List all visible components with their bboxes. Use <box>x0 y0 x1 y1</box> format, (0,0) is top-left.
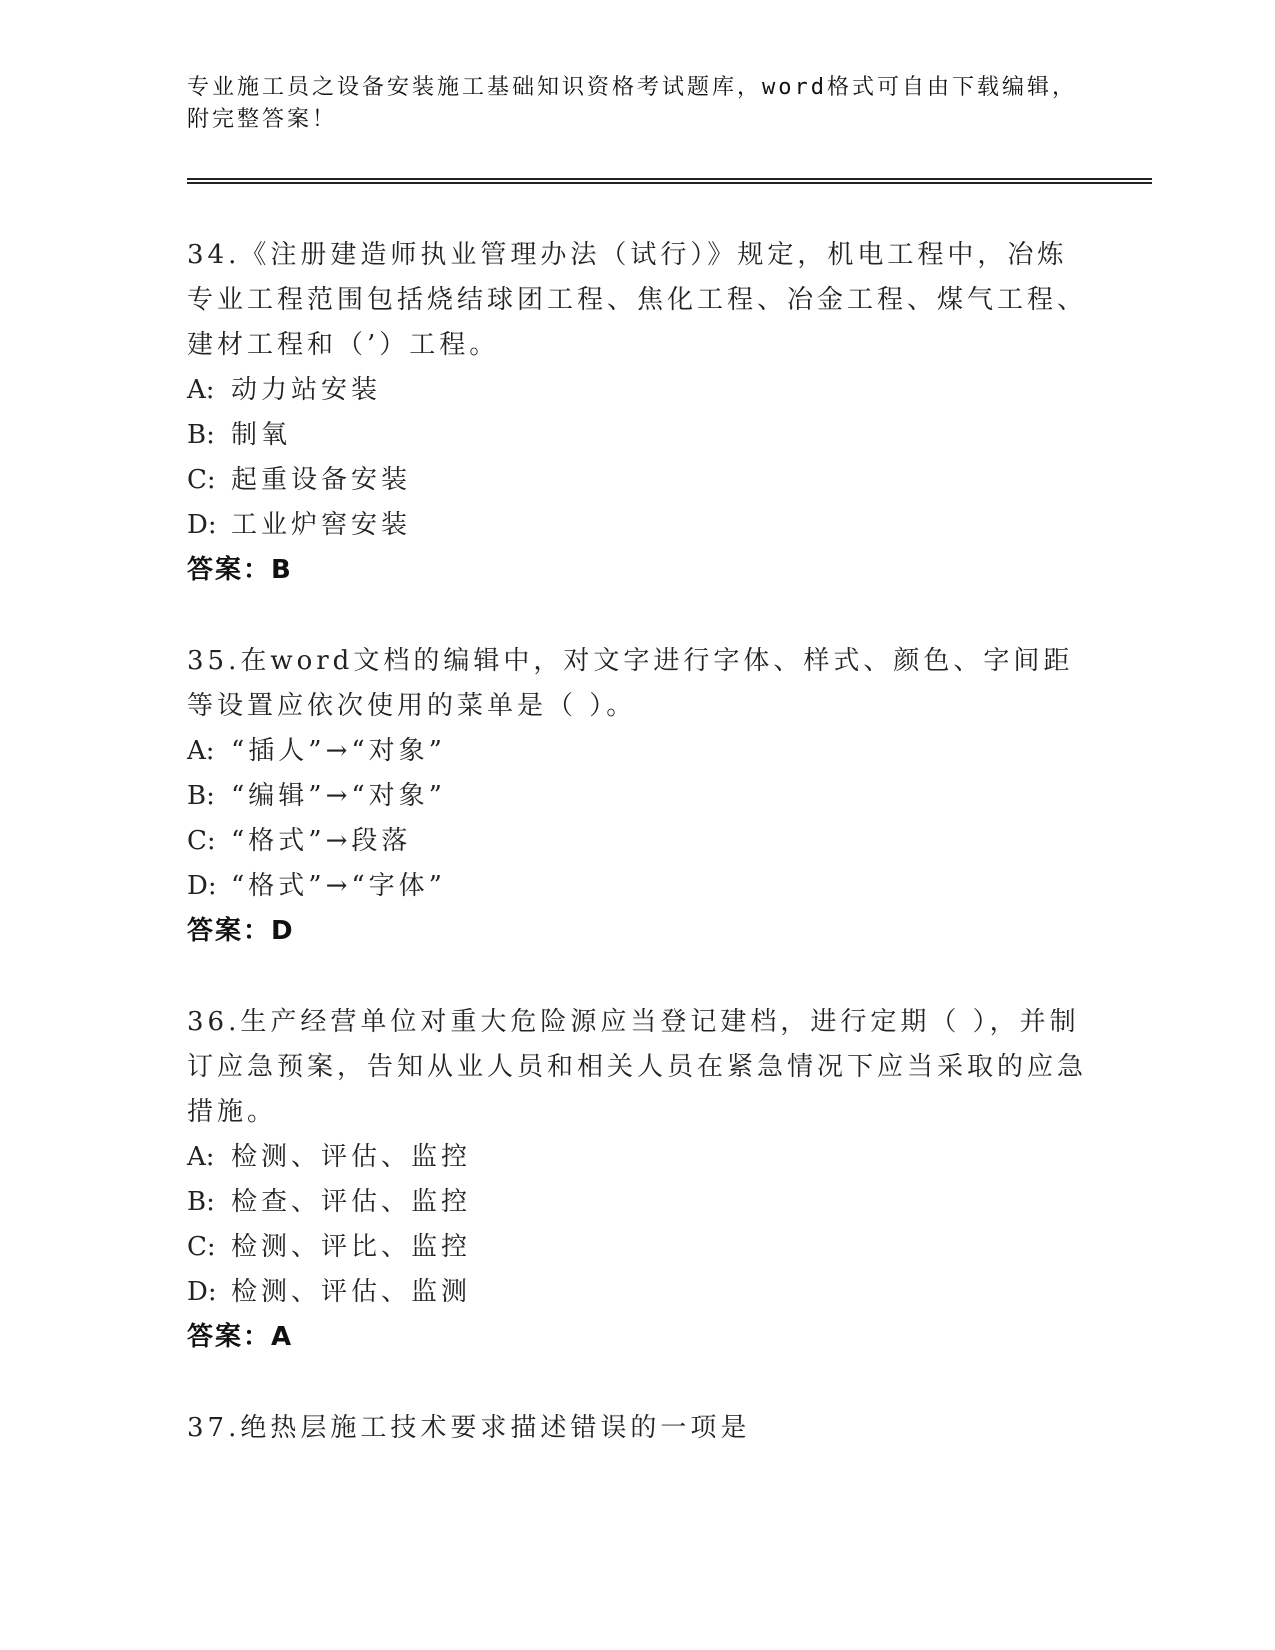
option-key: C: <box>187 1232 216 1262</box>
question-list <box>187 233 1087 1497</box>
option-d <box>187 864 1087 909</box>
option-key: C: <box>187 826 216 856</box>
option-b <box>187 1180 1087 1225</box>
question-stem: 36.生产经营单位对重大危险源应当登记建档，进行定期（ ），并制订应急预案，告知从业人员和相关人员在紧急情况下应当采取的应急措施。 <box>187 1007 1088 1127</box>
question-stem: 37.绝热层施工技术要求描述错误的一项是 <box>187 1413 751 1443</box>
answer: 答案：B <box>187 555 293 585</box>
option-text: “编辑”→“对象” <box>231 781 446 811</box>
page-header: 专业施工员之设备安装施工基础知识资格考试题库，word格式可自由下载编辑，附完整答案！ <box>187 75 1077 132</box>
option-text: 动力站安装 <box>231 375 382 405</box>
header-divider <box>187 178 1152 184</box>
option-c <box>187 819 1087 864</box>
option-key: B: <box>187 781 215 811</box>
option-text: “插人”→“对象” <box>231 736 446 766</box>
answer: 答案：D <box>187 916 295 946</box>
option-text: 检查、评估、监控 <box>231 1187 472 1217</box>
option-c <box>187 1225 1087 1270</box>
option-key: B: <box>187 420 215 450</box>
option-text: 检测、评估、监测 <box>231 1277 472 1307</box>
option-text: 制氧 <box>231 420 292 450</box>
option-text: “格式”→段落 <box>231 826 412 856</box>
option-key: D: <box>187 871 217 901</box>
option-d <box>187 503 1087 548</box>
option-key: A: <box>187 736 215 766</box>
option-a <box>187 1135 1087 1180</box>
option-c <box>187 458 1087 503</box>
answer: 答案：A <box>187 1322 294 1352</box>
option-text: “格式”→“字体” <box>231 871 446 901</box>
option-key: D: <box>187 1277 217 1307</box>
question-stem: 34.《注册建造师执业管理办法（试行）》规定，机电工程中，冶炼专业工程范围包括烧结球团工程、焦化工程、冶金工程、煤气工程、建材工程和（’）工程。 <box>187 240 1088 360</box>
option-text: 工业炉窖安装 <box>231 510 412 540</box>
option-a <box>187 368 1087 413</box>
question-37 <box>187 1406 1087 1451</box>
question-36 <box>187 1000 1087 1360</box>
option-key: A: <box>187 375 215 405</box>
option-key: D: <box>187 510 217 540</box>
question-stem: 35.在word文档的编辑中，对文字进行字体、样式、颜色、字间距等设置应依次使用的菜单是（ ）。 <box>187 646 1074 721</box>
option-b <box>187 774 1087 819</box>
option-key: C: <box>187 465 216 495</box>
question-34 <box>187 233 1087 593</box>
option-a <box>187 729 1087 774</box>
option-key: A: <box>187 1142 215 1172</box>
option-text: 检测、评估、监控 <box>231 1142 472 1172</box>
option-b <box>187 413 1087 458</box>
option-text: 检测、评比、监控 <box>231 1232 472 1262</box>
option-text: 起重设备安装 <box>231 465 412 495</box>
question-35 <box>187 639 1087 954</box>
option-key: B: <box>187 1187 215 1217</box>
option-d <box>187 1270 1087 1315</box>
